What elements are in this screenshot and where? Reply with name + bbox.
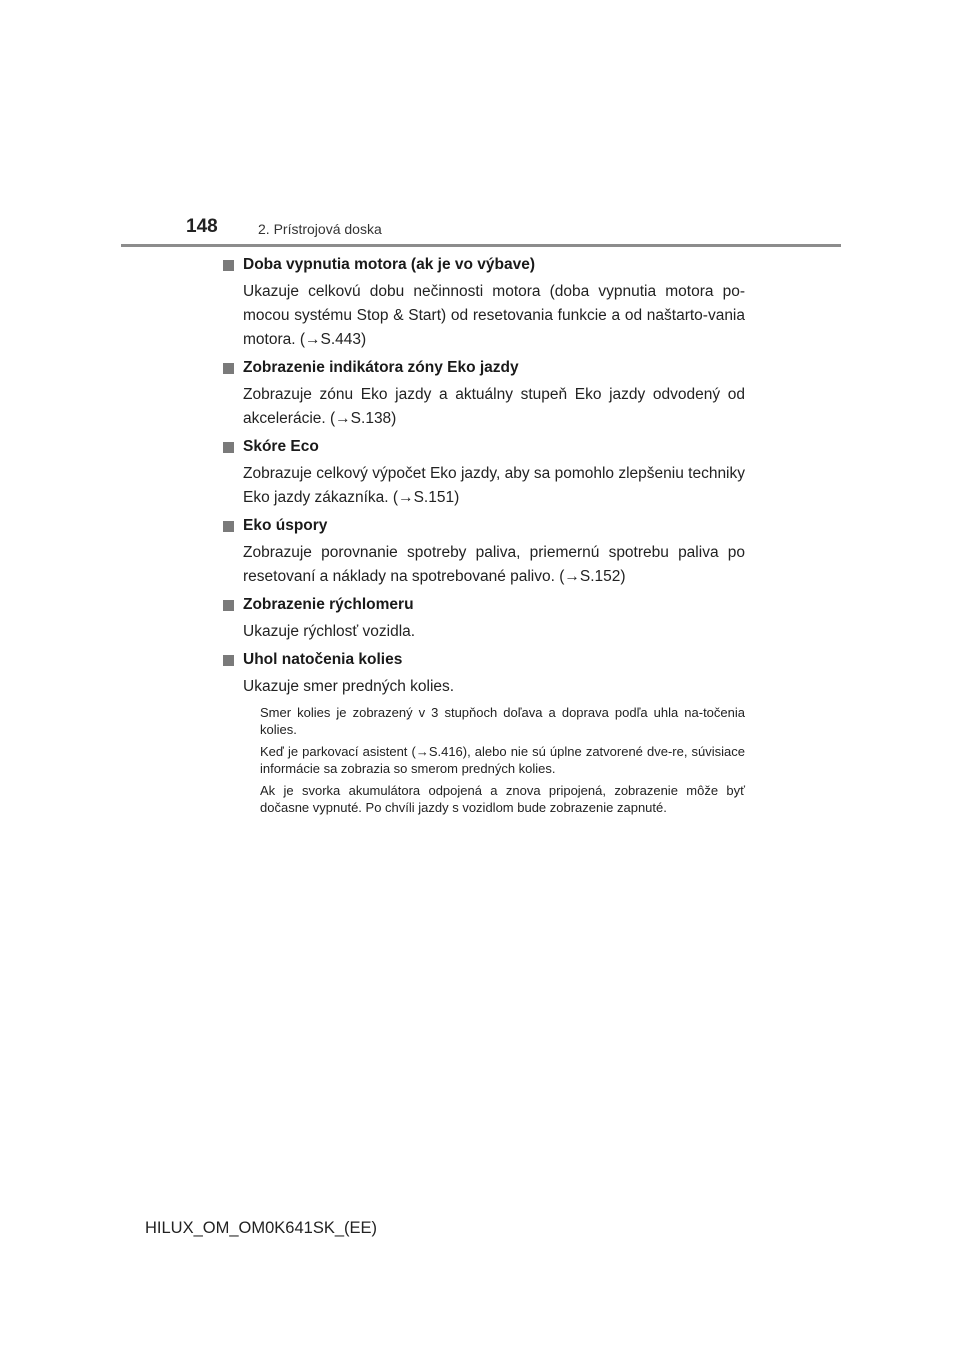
notes-block [260, 704, 745, 816]
item-title: Uhol natočenia kolies [243, 651, 403, 668]
list-item [223, 592, 745, 644]
square-bullet-icon [223, 363, 234, 374]
square-bullet-icon [223, 260, 234, 271]
note-paragraph: Keď je parkovací asistent (→S.416), alebo nie sú úplne zatvorené dve-re, súvisiace informácie sa zobrazia so smerom predných kolies. [260, 744, 745, 776]
item-heading [223, 252, 745, 278]
header-divider [121, 244, 841, 247]
note-paragraph: Smer kolies je zobrazený v 3 stupňoch doľava a doprava podľa uhla na-točenia kolies. [260, 705, 745, 737]
item-heading [223, 647, 745, 673]
item-heading [223, 355, 745, 381]
content-body [223, 252, 745, 821]
item-heading [223, 592, 745, 618]
square-bullet-icon [223, 521, 234, 532]
item-description: Zobrazuje porovnanie spotreby paliva, priemernú spotrebu paliva po resetovaní a náklady na spotrebované palivo. (→S.152) [243, 544, 745, 585]
list-item [223, 513, 745, 589]
list-item [223, 434, 745, 510]
item-heading [223, 434, 745, 460]
page-number: 148 [186, 216, 218, 237]
square-bullet-icon [223, 655, 234, 666]
document-code: HILUX_OM_OM0K641SK_(EE) [145, 1219, 378, 1237]
list-item [223, 355, 745, 431]
section-title: 2. Prístrojová doska [258, 221, 382, 237]
item-description: Ukazuje smer predných kolies. [243, 678, 455, 695]
item-heading [223, 513, 745, 539]
item-title: Zobrazenie indikátora zóny Eko jazdy [243, 359, 519, 376]
item-title: Eko úspory [243, 517, 328, 534]
square-bullet-icon [223, 442, 234, 453]
item-title: Doba vypnutia motora (ak je vo výbave) [243, 256, 536, 273]
note-paragraph: Ak je svorka akumulátora odpojená a znova pripojená, zobrazenie môže byť dočasne vypnuté. Po chvíli jazdy s vozidlom bude zobrazenie zapnuté. [260, 783, 745, 815]
square-bullet-icon [223, 600, 234, 611]
item-description: Ukazuje celkovú dobu nečinnosti motora (doba vypnutia motora po-mocou systému Stop & Start) od resetovania funkcie a od naštarto-vania motora. (→S.443) [243, 283, 745, 348]
list-item [223, 252, 745, 352]
item-title: Zobrazenie rýchlomeru [243, 596, 414, 613]
item-description: Zobrazuje celkový výpočet Eko jazdy, aby sa pomohlo zlepšeniu techniky Eko jazdy zákazníka. (→S.151) [243, 465, 746, 506]
item-title: Skóre Eco [243, 438, 319, 455]
item-description: Zobrazuje zónu Eko jazdy a aktuálny stupeň Eko jazdy odvodený od akcelerácie. (→S.138) [243, 386, 745, 427]
list-item [223, 647, 745, 699]
item-description: Ukazuje rýchlosť vozidla. [243, 623, 416, 640]
